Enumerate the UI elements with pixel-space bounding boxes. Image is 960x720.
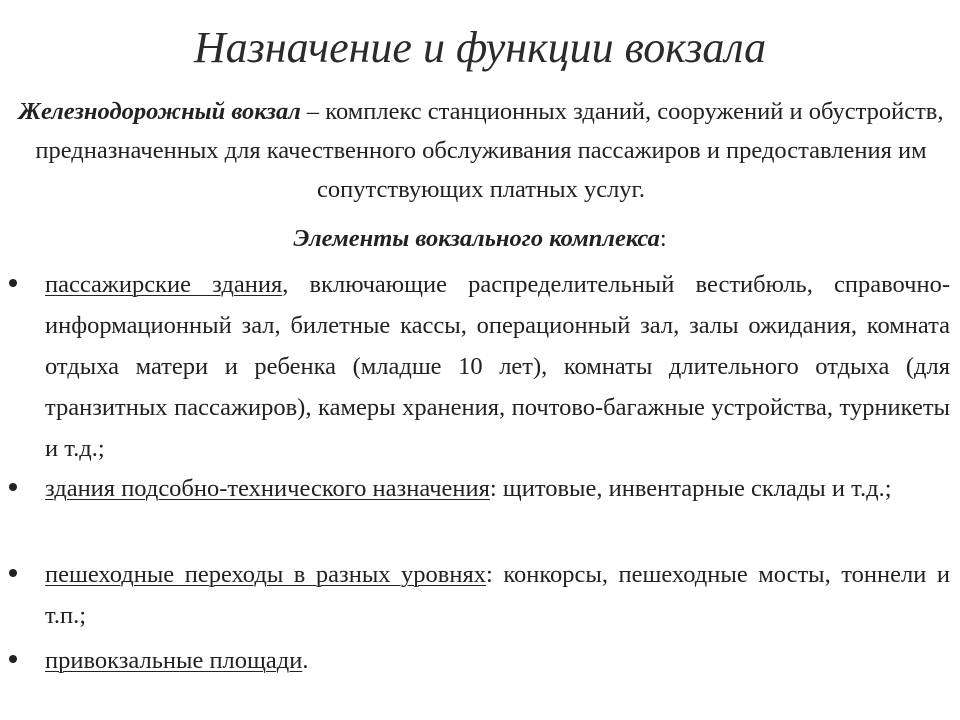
list-item — [45, 554, 950, 636]
list-item — [45, 264, 950, 469]
list-item-text: : щитовые, инвентарные склады и т.д.; — [489, 475, 892, 502]
definition-text: – комплекс станционных зданий, сооружений и обустройств, предназначенных для качественного обслуживания пассажиров и предоставления им сопутствующих платных услуг. — [35, 98, 944, 203]
bullet-dot-icon — [9, 569, 17, 577]
subheading-title: Элементы вокзального комплекса — [293, 225, 660, 252]
list-item — [45, 640, 950, 681]
list-item — [45, 468, 950, 509]
bullet-dot-icon — [9, 483, 17, 491]
subheading-colon: : — [659, 225, 667, 252]
list-item-text: , включающие распределительный вестибюль, справочно-информационный зал, билетные кассы, операционный зал, залы ожидания, комната отдыха матери и ребенка (младше 10 лет), комнаты длительного отдыха (для транзитных пассажиров), камеры хранения, почтово-багажные устройства, турникеты и т.д.; — [45, 271, 950, 462]
list-item-underlined: пассажирские здания — [45, 271, 283, 298]
definition-term: Железнодорожный вокзал — [18, 98, 301, 125]
list-item-text: . — [302, 647, 309, 674]
list-item-underlined: пешеходные переходы в разных уровнях — [45, 561, 487, 588]
list-item-underlined: здания подсобно-технического назначения — [45, 475, 490, 502]
bullet-dot-icon — [9, 655, 17, 663]
bullet-dot-icon — [9, 279, 17, 287]
list-item-text: : конкорсы, пешеходные мосты, тоннели и т.п.; — [45, 561, 950, 629]
definition-paragraph — [16, 92, 946, 209]
slide-title: Назначение и функции вокзала — [193, 23, 767, 72]
list-item-underlined: привокзальные площади — [45, 647, 303, 674]
elements-subheading — [0, 219, 960, 258]
